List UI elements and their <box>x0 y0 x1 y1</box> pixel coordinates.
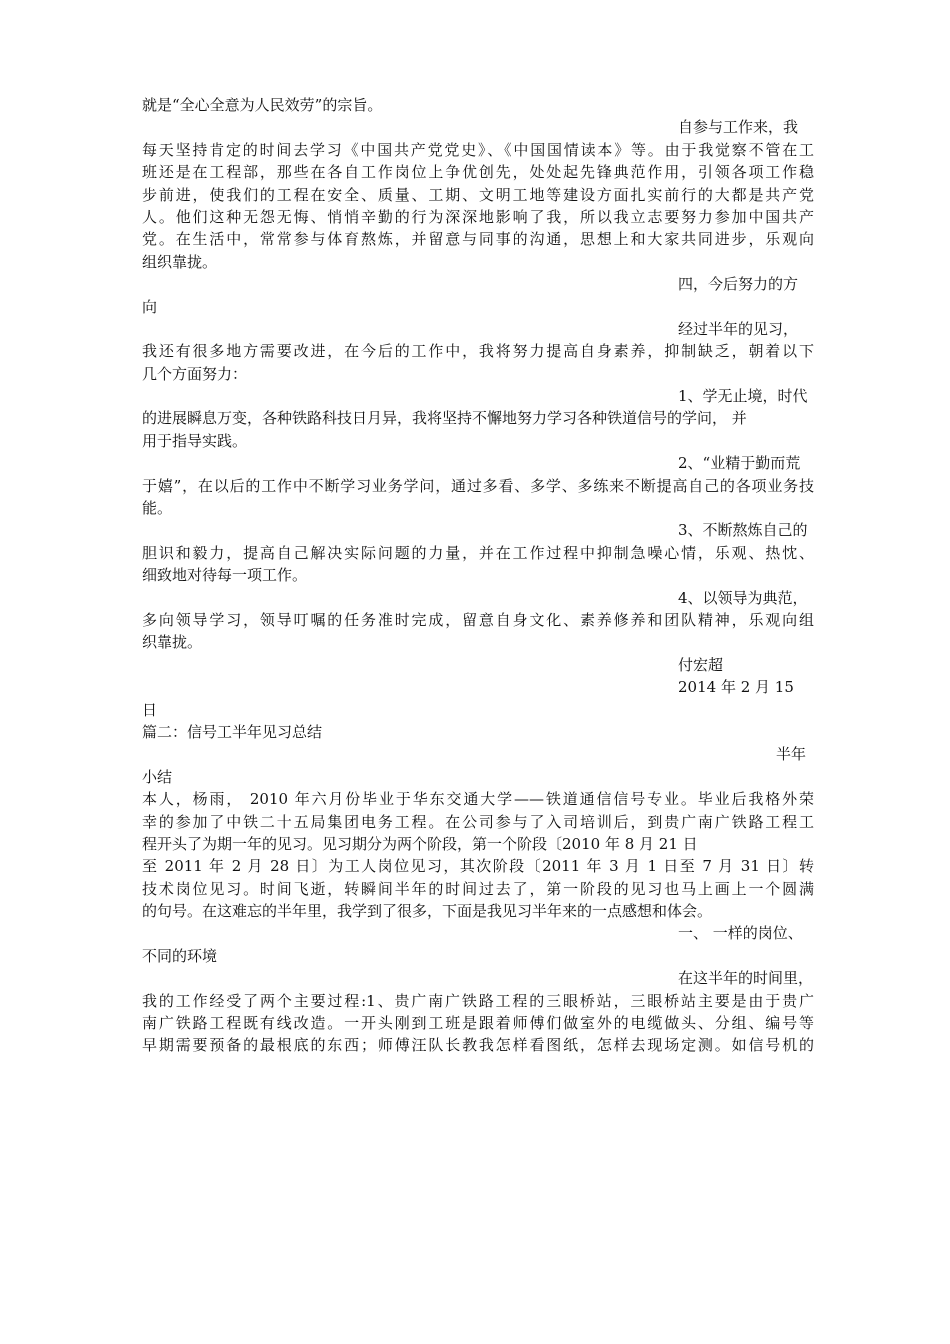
text-line: 不同的环境 <box>142 946 218 965</box>
text-line: 幸的参加了中铁二十五局集团电务工程。在公司参与了入司培训后，到贵广南广铁路工程工 <box>142 812 814 831</box>
text-line: 的进展瞬息万变，各种铁路科技日月异，我将坚持不懈地努力学习各种铁道信号的学问， 并 <box>142 409 747 428</box>
text-line: 党。在生活中，常常参与体育熬炼，并留意与同事的沟通，思想上和大家共同进步，乐观向 <box>142 230 814 249</box>
list-item: 1、学无止境，时代 <box>678 387 808 406</box>
text-line: 向 <box>142 297 158 316</box>
list-item: 4、以领导为典范， <box>678 588 808 607</box>
section-heading: 一、 一样的岗位、 <box>678 924 803 943</box>
text-line: 的句号。在这难忘的半年里，我学到了很多，下面是我见习半年来的一点感想和体会。 <box>142 902 713 921</box>
subtitle: 小结 <box>142 767 173 786</box>
section-heading: 四，今后努力的方 <box>678 275 799 294</box>
text-line: 我的工作经受了两个主要过程:1、贵广南广铁路工程的三眼桥站，三眼桥站主要是由于贵广 <box>142 991 814 1010</box>
text-line: 南广铁路工程既有线改造。一开头刚到工班是跟着师傅们做室外的电缆做头、分组、编号等 <box>142 1014 814 1033</box>
text-line: 几个方面努力： <box>142 364 248 383</box>
text-line: 人。他们这种无怨无悔、悄悄辛勤的行为深深地影响了我，所以我立志要努力参加中国共产 <box>142 207 814 226</box>
text-line: 于嬉”，在以后的工作中不断学习业务学问，通过多看、多学、多练来不断提高自己的各项业务技 <box>142 476 814 495</box>
text-line: 日 <box>142 700 158 719</box>
text-line: 自参与工作来，我 <box>678 118 799 137</box>
text-line: 本人，杨雨， 2010 年六月份毕业于华东交通大学——铁道通信信号专业。毕业后我格外荣 <box>142 790 814 809</box>
document-page <box>142 94 814 1057</box>
text-line: 步前进，使我们的工程在安全、质量、工期、文明工地等建设方面扎实前行的大都是共产党 <box>142 185 814 204</box>
text-line: 就是“全心全意为人民效劳”的宗旨。 <box>142 96 383 114</box>
text-line: 班还是在工程部，那些在各自工作岗位上争优创先，处处起先锋典范作用，引领各项工作稳 <box>142 163 814 182</box>
text-line: 细致地对待每一项工作。 <box>142 566 308 585</box>
text-line: 早期需要预备的最根底的东西；师傅汪队长教我怎样看图纸，怎样去现场定测。如信号机的 <box>142 1036 814 1055</box>
list-item: 2、“业精于勤而荒 <box>678 454 801 473</box>
list-item: 3、不断熬炼自己的 <box>678 521 808 540</box>
text-line: 每天坚持肯定的时间去学习《中国共产党党史》、《中国国情读本》等。由于我觉察不管在工 <box>142 140 814 159</box>
text-line: 用于指导实践。 <box>142 431 248 450</box>
signature-name: 付宏超 <box>678 655 724 674</box>
subtitle: 半年 <box>776 745 807 764</box>
article-title: 篇二：信号工半年见习总结 <box>142 722 323 741</box>
signature-date: 2014 年 2 月 15 <box>678 678 794 697</box>
text-line: 组织靠拢。 <box>142 252 218 271</box>
text-line: 至 2011 年 2 月 28 日〕为工人岗位见习，其次阶段〔2011 年 3 月 1 日至 7 月 31 日〕转 <box>142 857 814 876</box>
text-line: 胆识和毅力，提高自己解决实际问题的力量，并在工作过程中抑制急噪心情，乐观、热忱、 <box>142 543 814 562</box>
text-line: 经过半年的见习， <box>678 319 799 338</box>
text-line: 在这半年的时间里， <box>678 969 814 988</box>
text-line: 能。 <box>142 499 173 518</box>
text-line: 程开头了为期一年的见习。见习期分为两个阶段，第一个阶段〔2010 年 8 月 21 日 <box>142 834 698 853</box>
text-line: 织靠拢。 <box>142 633 203 652</box>
text-line: 多向领导学习，领导叮嘱的任务准时完成，留意自身文化、素养修养和团队精神，乐观向组 <box>142 610 814 629</box>
text-line: 技术岗位见习。时间飞逝，转瞬间半年的时间过去了，第一阶段的见习也马上画上一个圆满 <box>142 879 814 898</box>
text-line: 我还有很多地方需要改进，在今后的工作中，我将努力提高自身素养，抑制缺乏，朝着以下 <box>142 342 814 361</box>
